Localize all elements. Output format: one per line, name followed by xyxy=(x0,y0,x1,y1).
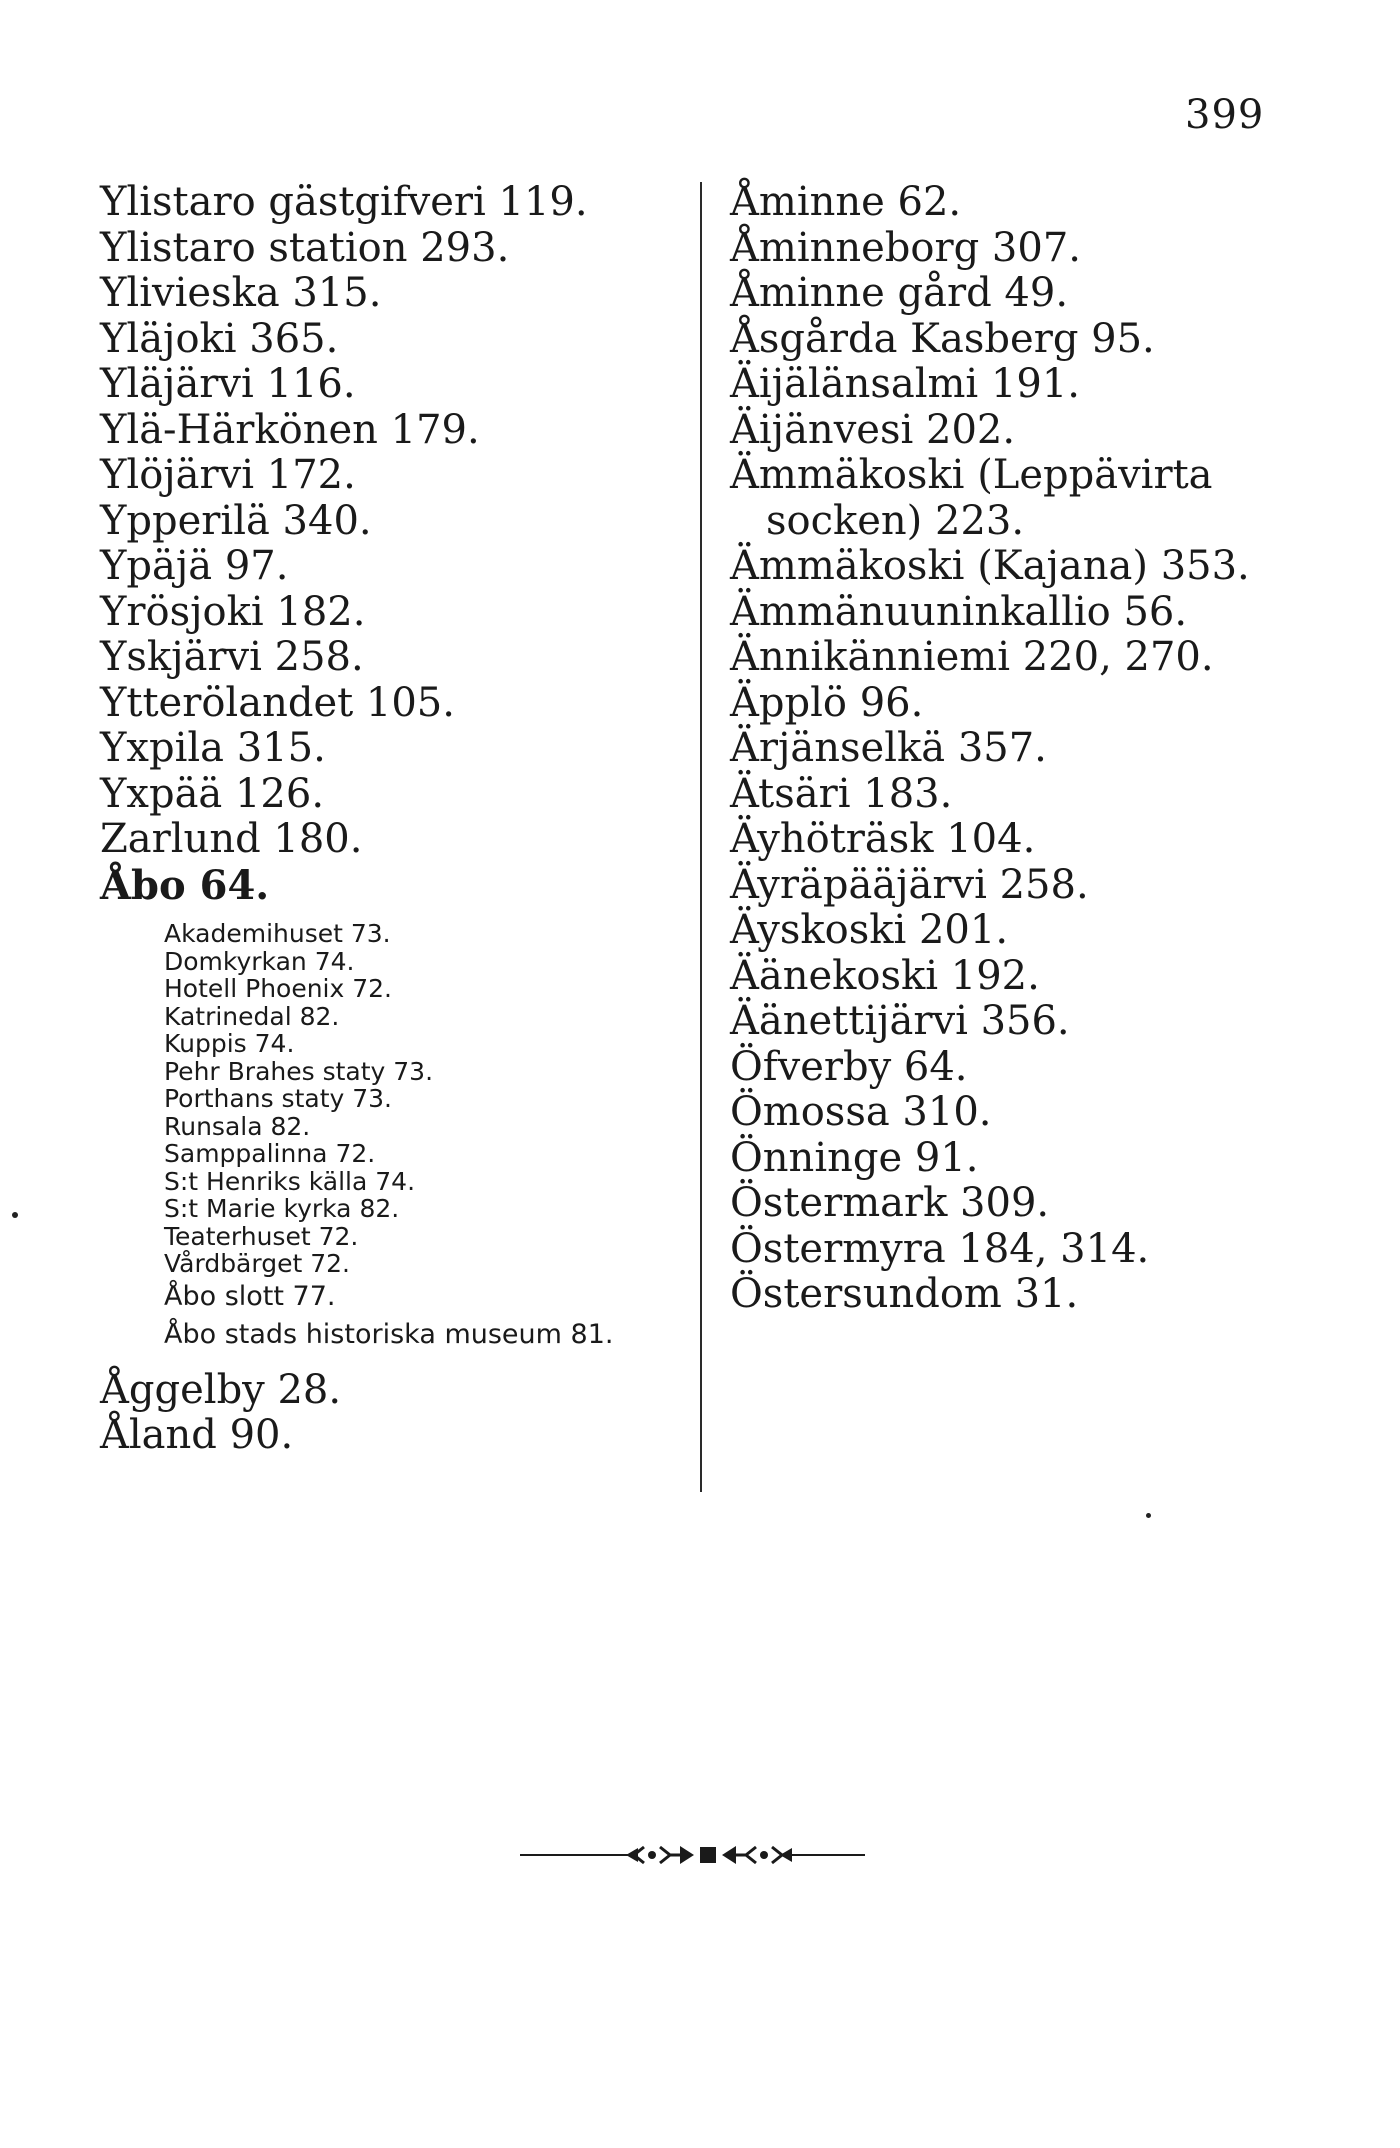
sub-entry: Teaterhuset 72. xyxy=(164,1221,359,1251)
index-entry: Ömossa 310. xyxy=(730,1089,992,1135)
index-entry: Ätsäri 183. xyxy=(730,770,953,817)
index-entry: Yrösjoki 182. xyxy=(100,588,366,635)
index-entry: Östermark 309. xyxy=(730,1180,1050,1226)
index-entry: Ytterölandet 105. xyxy=(100,679,455,726)
right-column xyxy=(730,180,1330,1318)
index-entry: Åland 90. xyxy=(100,1412,294,1458)
sub-entry: Porthans staty 73. xyxy=(164,1084,392,1113)
sub-entry: S:t Marie kyrka 82. xyxy=(164,1194,400,1223)
index-entry: Ypäjä 97. xyxy=(100,543,289,589)
index-entry: Äyhöträsk 104. xyxy=(730,816,1036,862)
left-column xyxy=(100,180,690,1459)
sub-entry: Hotell Phoenix 72. xyxy=(164,974,393,1003)
index-entry: Yxpila 315. xyxy=(100,725,326,771)
ornament-divider-icon xyxy=(520,1835,865,1875)
index-entry: Åminne 62. xyxy=(730,179,962,225)
print-speck xyxy=(12,1212,18,1218)
sub-entry: Akademihuset 73. xyxy=(164,919,391,948)
index-entry: Ämmäkoski (Kajana) 353. xyxy=(730,543,1250,589)
index-entry: Åminne gård 49. xyxy=(730,270,1069,316)
index-entry: Äijälänsalmi 191. xyxy=(730,361,1080,407)
index-entry: Äänekoski 192. xyxy=(730,952,1040,999)
index-entry: Äänettijärvi 356. xyxy=(730,998,1070,1044)
index-heading-abo: Åbo 64. xyxy=(100,861,270,909)
index-entry: Åggelby 28. xyxy=(100,1366,342,1413)
index-entry: Ännikänniemi 220, 270. xyxy=(730,634,1214,680)
index-entry: Ärjänselkä 357. xyxy=(730,725,1047,771)
index-entry: Ypperilä 340. xyxy=(100,497,372,544)
sub-entry: Pehr Brahes staty 73. xyxy=(164,1056,434,1086)
index-entry: Yskjärvi 258. xyxy=(100,634,364,680)
sub-entry: Domkyrkan 74. xyxy=(164,946,355,976)
index-entry: Ylistaro station 293. xyxy=(100,224,510,271)
index-entry: Zarlund 180. xyxy=(100,816,363,862)
sub-entry: Katrinedal 82. xyxy=(164,1001,340,1031)
index-entry: Yläjärvi 116. xyxy=(100,361,356,407)
abo-sublist xyxy=(164,920,690,1354)
sub-entry: Samppalinna 72. xyxy=(164,1139,376,1168)
index-entry-continuation: socken) 223. xyxy=(766,497,1025,544)
index-entry: Ylivieska 315. xyxy=(100,270,382,316)
sub-entry: Runsala 82. xyxy=(164,1111,311,1141)
index-entry: Ylistaro gästgifveri 119. xyxy=(100,179,588,225)
index-entry: Yxpää 126. xyxy=(100,770,325,817)
page-number: 399 xyxy=(1185,92,1265,138)
index-entry: Ämmäkoski (Leppävirta xyxy=(730,452,1213,498)
sub-entry: S:t Henriks källa 74. xyxy=(164,1166,416,1196)
index-entry: Äpplö 96. xyxy=(730,679,924,726)
sub-entry: Åbo stads historiska museum 81. xyxy=(164,1318,614,1350)
index-entry: Äijänvesi 202. xyxy=(730,406,1016,453)
index-entry: Äyräpääjärvi 258. xyxy=(730,861,1089,908)
index-entry: Önninge 91. xyxy=(730,1134,979,1181)
index-entry: Åsgårda Kasberg 95. xyxy=(730,315,1155,362)
sub-entry: Kuppis 74. xyxy=(164,1029,295,1058)
print-speck xyxy=(1146,1513,1151,1518)
index-entry: Öfverby 64. xyxy=(730,1043,968,1090)
index-entry: Äyskoski 201. xyxy=(730,907,1009,953)
index-entry: Ylä-Härkönen 179. xyxy=(100,406,480,453)
index-entry: Östermyra 184, 314. xyxy=(730,1225,1150,1272)
index-entry: Åminneborg 307. xyxy=(730,224,1081,271)
sub-entry: Vårdbärget 72. xyxy=(164,1249,350,1278)
index-entry: Östersundom 31. xyxy=(730,1271,1079,1317)
sub-entry: Åbo slott 77. xyxy=(164,1280,336,1312)
index-entry: Ylöjärvi 172. xyxy=(100,452,356,498)
index-entry: Ämmänuuninkallio 56. xyxy=(730,588,1188,635)
column-divider xyxy=(700,182,702,1492)
index-entry: Yläjoki 365. xyxy=(100,315,339,362)
